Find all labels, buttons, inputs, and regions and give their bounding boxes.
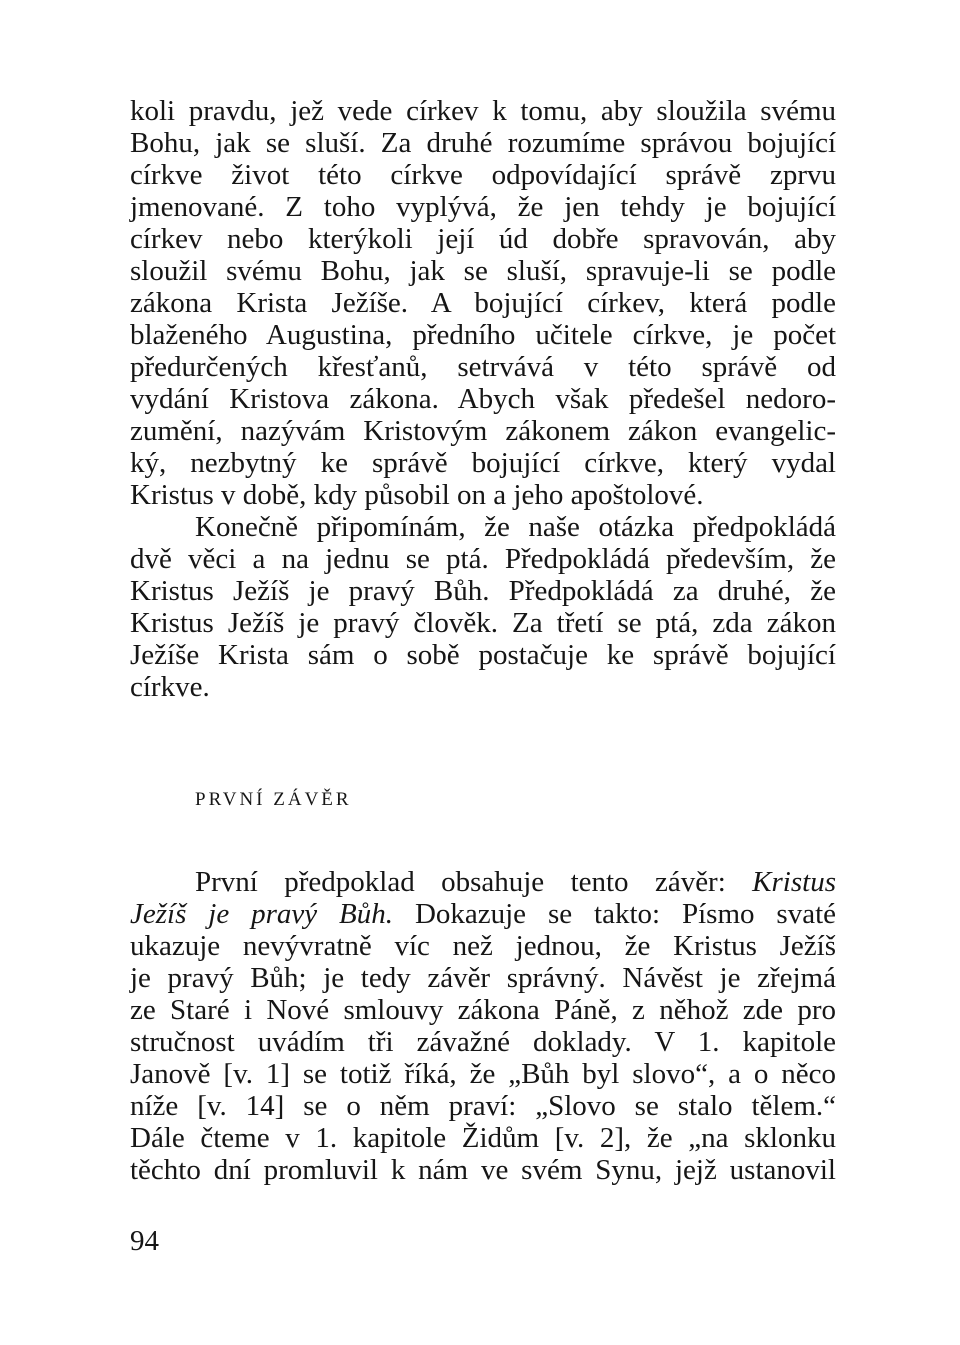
text-line: Kristus Ježíš je pravý Bůh. Předpokládá za druhé, že <box>130 575 836 607</box>
text-line: ký, nezbytný ke správě bojující církve, který vydal <box>130 447 836 479</box>
text-line: Janově [v. 1] se totiž říká, že „Bůh byl slovo“, a o něco <box>130 1058 836 1090</box>
text-line: zumění, nazývám Kristovým zákonem zákon evangelic- <box>130 415 836 447</box>
text-line: níže [v. 14] se o něm praví: „Slovo se stalo tělem.“ <box>130 1090 836 1122</box>
italic-text: Ježíš je pravý Bůh. <box>130 898 394 930</box>
text-line: vydání Kristova zákona. Abych však předešel nedoro- <box>130 383 836 415</box>
text-line: Kristus Ježíš je pravý člověk. Za třetí se ptá, zda zákon <box>130 607 836 639</box>
text-line: jmenované. Z toho vyplývá, že jen tehdy je bojující <box>130 191 836 223</box>
text-line: koli pravdu, jež vede církev k tomu, aby sloužila svému <box>130 95 836 127</box>
page-number: 94 <box>130 1225 159 1257</box>
text-line: církve. <box>130 671 210 703</box>
text-line: předurčených křesťanů, setrvává v této správě od <box>130 351 836 383</box>
text-run: První předpoklad obsahuje tento závěr: <box>195 866 753 898</box>
text-line <box>195 866 836 898</box>
italic-text: Kristus <box>752 866 836 898</box>
text-line: ukazuje nevývratně víc než jednou, že Kristus Ježíš <box>130 930 836 962</box>
text-line: Bohu, jak se sluší. Za druhé rozumíme správou bojující <box>130 127 836 159</box>
text-line: církve život této církve odpovídající správě zprvu <box>130 159 836 191</box>
text-line: je pravý Bůh; je tedy závěr správný. Návěst je zřejmá <box>130 962 836 994</box>
text-line: dvě věci a na jednu se ptá. Předpokládá především, že <box>130 543 836 575</box>
text-line: stručnost uvádím tři závažné doklady. V 1. kapitole <box>130 1026 836 1058</box>
text-run: Dokazuje se takto: Písmo svaté <box>393 898 837 930</box>
text-line: ze Staré i Nové smlouvy zákona Páně, z něhož zde pro <box>130 994 836 1026</box>
text-line: sloužil svému Bohu, jak se sluší, spravuje-li se podle <box>130 255 836 287</box>
text-line: zákona Krista Ježíše. A bojující církev, která podle <box>130 287 836 319</box>
text-line: církev nebo kterýkoli její úd dobře spravován, aby <box>130 223 836 255</box>
text-line: Kristus v době, kdy působil on a jeho apoštolové. <box>130 479 704 511</box>
text-line: Dále čteme v 1. kapitole Židům [v. 2], že „na sklonku <box>130 1122 836 1154</box>
text-line <box>130 898 836 930</box>
text-line: Ježíše Krista sám o sobě postačuje ke správě bojující <box>130 639 836 671</box>
text-line: Konečně připomínám, že naše otázka předpokládá <box>195 511 836 543</box>
section-heading: PRVNÍ ZÁVĚR <box>195 789 352 810</box>
text-line: blaženého Augustina, předního učitele církve, je počet <box>130 319 836 351</box>
text-line: těchto dní promluvil k nám ve svém Synu, jejž ustanovil <box>130 1154 836 1186</box>
